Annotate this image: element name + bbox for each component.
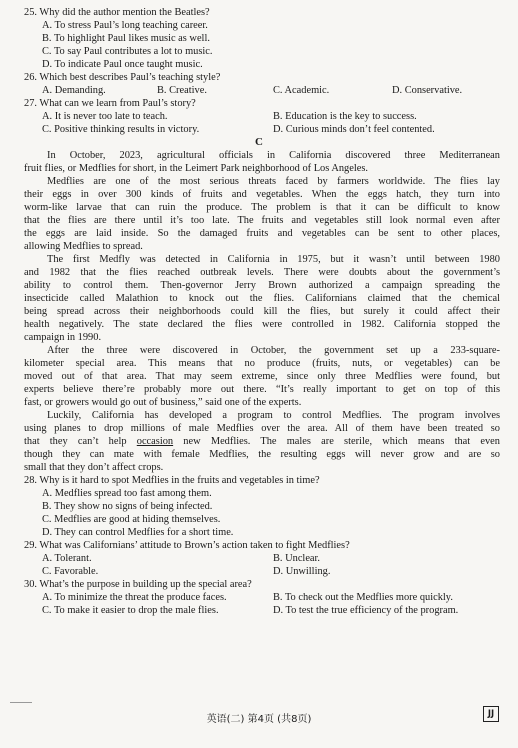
passage-line: insecticide called Malathion to knock out the flies. Californians claimed that the chemical [24, 293, 500, 304]
passage-line: experts believe there’re probably more out there. “It’s really important to get on top of this [24, 384, 500, 395]
question-25-stem: 25. Why did the author mention the Beatles? [24, 7, 210, 18]
q30-option-a: A. To minimize the threat the produce faces. [42, 592, 227, 603]
passage-line: campaign in 1990. [24, 332, 102, 343]
passage-line: small that they don’t affect crops. [24, 462, 164, 473]
passage-line: After the three were discovered in October, the government set up a 233-square- [47, 345, 500, 356]
question-28-stem: 28. Why is it hard to spot Medflies in the fruits and vegetables in time? [24, 475, 320, 486]
passage-line: fast, or growers would go out of business,” said one of the experts. [24, 397, 302, 408]
q28-option-c: C. Medflies are good at hiding themselves. [42, 514, 221, 525]
q30-option-c: C. To make it easier to drop the male flies. [42, 605, 219, 616]
q26-option-b: B. Creative. [157, 85, 207, 96]
q30-options-row-2 [0, 604, 518, 617]
q25-option-a: A. To stress Paul’s long teaching career. [42, 20, 208, 31]
passage-line: and 1982 that the flies reached outbreak levels. There were doubts about the government’s [24, 267, 500, 278]
q26-options-row [0, 84, 518, 97]
passage-line: moved out of that area. That may seem extreme, since only three Medflies were found, but [24, 371, 500, 382]
q30-option-b: B. To check out the Medflies more quickly. [273, 592, 453, 603]
q27-option-b: B. Education is the key to success. [273, 111, 417, 122]
q27-option-d: D. Curious minds don’t feel contented. [273, 124, 435, 135]
q25-option-d: D. To indicate Paul once taught music. [42, 59, 203, 70]
underlined-word: occasion [136, 436, 174, 447]
passage-line: worm-like larvae that can ruin the produce. The problem is that it can be difficult to know [24, 202, 500, 213]
q28-option-a: A. Medflies spread too fast among them. [42, 488, 212, 499]
q29-options-row-2 [0, 565, 518, 578]
passage-text: that they can’t help [24, 436, 137, 447]
q29-option-b: B. Unclear. [273, 553, 321, 564]
q28-option-d: D. They can control Medflies for a short time. [42, 527, 234, 538]
passage-line: their eggs in over 300 kinds of fruits and vegetables. When the eggs hatch, they turn into [24, 189, 500, 200]
passage-line: Medflies are one of the most serious threats faced by farmers worldwide. The flies lay [47, 176, 500, 187]
q30-options-row-1 [0, 591, 518, 604]
passage-line: In October, 2023, agricultural officials in California discovered three Mediterranean [47, 150, 500, 161]
passage-line: The first Medfly was detected in California in 1975, but it wasn’t until between 1980 [47, 254, 500, 265]
q26-option-d: D. Conservative. [392, 85, 463, 96]
passage-line: kilometer special area. This means that no produce (fruits, nuts, or vegetables) can be [24, 358, 500, 369]
passage-line: though they can mate with female Medflies, the resulting eggs will never grow and are so [24, 449, 500, 460]
passage-line: that the flies are there until it’s too late. The fruits and vegetables still look normal even after [24, 215, 500, 226]
passage-line: being spread across their neighborhoods could kill the flies, but surely it could affect their [24, 306, 500, 317]
q27-option-a: A. It is never too late to teach. [42, 111, 168, 122]
passage-line: the eggs are laid inside. So the damaged fruits and vegetables can be sent to other places, [24, 228, 500, 239]
page-footer: 英语(二) 第4页 (共8页) [206, 714, 312, 725]
question-30-stem: 30. What’s the purpose in building up the special area? [24, 579, 252, 590]
q27-options-row-1 [0, 110, 518, 123]
passage-line: Luckily, California has developed a program to control Medflies. The program involves [47, 410, 500, 421]
q27-options-row-2 [0, 123, 518, 136]
question-27-stem: 27. What can we learn from Paul’s story? [24, 98, 196, 109]
passage-line: fruit flies, or Medflies for short, in the Leimert Park neighborhood of Los Angeles. [24, 163, 368, 174]
passage-line: health negatively. The state declared the flies were controlled in 1982. California stopped the [24, 319, 500, 330]
q26-option-a: A. Demanding. [42, 85, 106, 96]
passage-text: new Medflies. The males are sterile, which means that even [173, 436, 500, 447]
q25-option-c: C. To say Paul contributes a lot to music. [42, 46, 213, 57]
q27-option-c: C. Positive thinking results in victory. [42, 124, 200, 135]
q30-option-d: D. To test the true efficiency of the program. [273, 605, 459, 616]
section-heading: C [255, 136, 263, 148]
q25-option-b: B. To highlight Paul likes music as well. [42, 33, 210, 44]
q29-option-d: D. Unwilling. [273, 566, 331, 577]
passage-line: using planes to drop millions of male Medflies over the area. All of them have been treated so [24, 423, 500, 434]
corner-badge: JJ [483, 706, 499, 722]
q29-options-row-1 [0, 552, 518, 565]
q28-option-b: B. They show no signs of being infected. [42, 501, 213, 512]
q29-option-a: A. Tolerant. [42, 553, 92, 564]
q26-option-c: C. Academic. [273, 85, 330, 96]
q29-option-c: C. Favorable. [42, 566, 99, 577]
passage-line: allowing Medflies to spread. [24, 241, 143, 252]
question-26-stem: 26. Which best describes Paul’s teaching style? [24, 72, 221, 83]
passage-line: ability to control them. Then-governor Jerry Brown authorized a campaign spreading the [24, 280, 500, 291]
question-29-stem: 29. What was Californians’ attitude to Brown’s action taken to fight Medflies? [24, 540, 350, 551]
margin-mark [10, 702, 32, 703]
passage-line [24, 435, 500, 448]
